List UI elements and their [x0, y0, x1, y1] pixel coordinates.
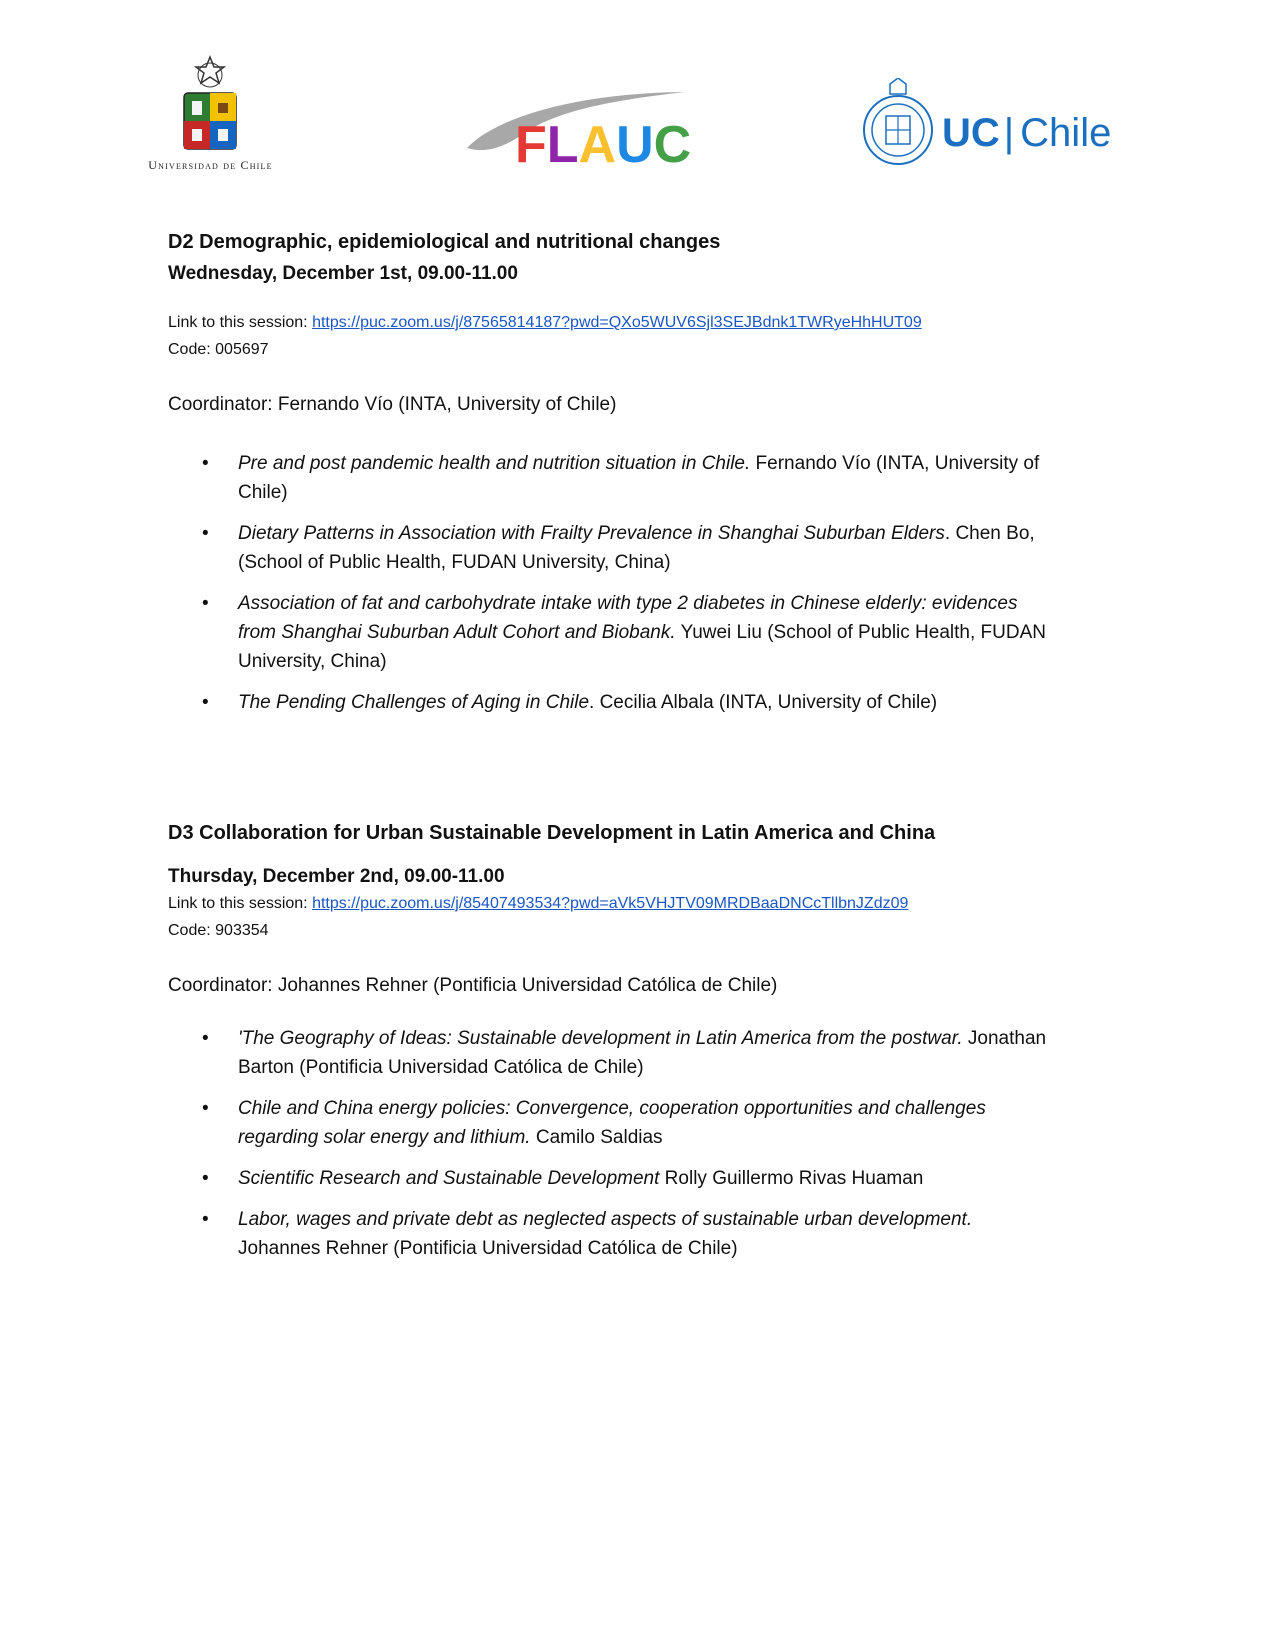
list-item: • Association of fat and carbohydrate intake with type 2 diabetes in Chinese elderly: evidences from Shanghai Suburban Adult Cohort and Biobank. Yuwei Liu (School of Public Health, FUDAN University, China) — [202, 593, 1046, 672]
zoom-link[interactable]: https://puc.zoom.us/j/87565814187?pwd=QXo5WUV6Sjl3SEJBdnk1TWRyeHhHUT09 — [312, 314, 922, 331]
list-item: • Chile and China energy policies: Convergence, cooperation opportunities and challenges regarding solar energy and lithium. Camilo Saldias — [202, 1098, 986, 1148]
list-item: • Scientific Research and Sustainable Development Rolly Guillermo Rivas Huaman — [202, 1168, 924, 1189]
session-code: Code: 903354 — [168, 922, 269, 939]
session-date: Thursday, December 2nd, 09.00-11.00 — [168, 866, 505, 887]
list-item: • Pre and post pandemic health and nutrition situation in Chile. Fernando Vío (INTA, University of Chile) — [202, 453, 1040, 503]
uchile-crest-icon — [180, 55, 240, 155]
list-item: • Labor, wages and private debt as neglected aspects of sustainable urban development. Johannes Rehner (Pontificia Universidad Católica de Chile) — [202, 1209, 973, 1259]
svg-text:FLAUC: FLAUC — [515, 116, 692, 170]
uc-chile-logo — [860, 78, 1120, 178]
uc-seal-icon — [860, 78, 936, 174]
session-title: D2 Demographic, epidemiological and nutritional changes — [168, 231, 721, 253]
list-item: • The Pending Challenges of Aging in Chile. Cecilia Albala (INTA, University of Chile) — [202, 692, 938, 713]
logo-header — [0, 0, 1275, 200]
zoom-link[interactable]: https://puc.zoom.us/j/85407493534?pwd=aVk5VHJTV09MRDBaaDNCcTllbnJZdz09 — [312, 895, 909, 912]
session-code: Code: 005697 — [168, 341, 269, 358]
session-link-line: Link to this session: https://puc.zoom.us/j/85407493534?pwd=aVk5VHJTV09MRDBaaDNCcTllbnJZdz09 — [168, 895, 909, 912]
universidad-de-chile-logo — [128, 55, 293, 180]
uchile-name: Universidad de Chile — [148, 158, 273, 172]
list-item: • Dietary Patterns in Association with Frailty Prevalence in Shanghai Suburban Elders. Chen Bo, (School of Public Health, FUDAN University, China) — [202, 523, 1035, 573]
list-item: • 'The Geography of Ideas: Sustainable development in Latin America from the postwar. Jonathan Barton (Pontificia Universidad Católica de Chile) — [202, 1028, 1047, 1078]
session-coordinator: Coordinator: Johannes Rehner (Pontificia Universidad Católica de Chile) — [168, 975, 778, 996]
session-title: D3 Collaboration for Urban Sustainable Development in Latin America and China — [168, 822, 936, 844]
session-coordinator: Coordinator: Fernando Vío (INTA, University of Chile) — [168, 394, 617, 415]
talk-list — [168, 449, 1048, 717]
session-date: Wednesday, December 1st, 09.00-11.00 — [168, 263, 518, 284]
session-d2 — [168, 229, 1048, 729]
talk-list — [168, 1024, 1048, 1263]
uc-chile-wordmark: UC | Chile — [942, 111, 1112, 155]
session-d3 — [168, 820, 1048, 1275]
session-link-line: Link to this session: https://puc.zoom.us/j/87565814187?pwd=QXo5WUV6Sjl3SEJBdnk1TWRyeHhHUT09 — [168, 314, 922, 331]
flauc-logo — [465, 88, 695, 170]
